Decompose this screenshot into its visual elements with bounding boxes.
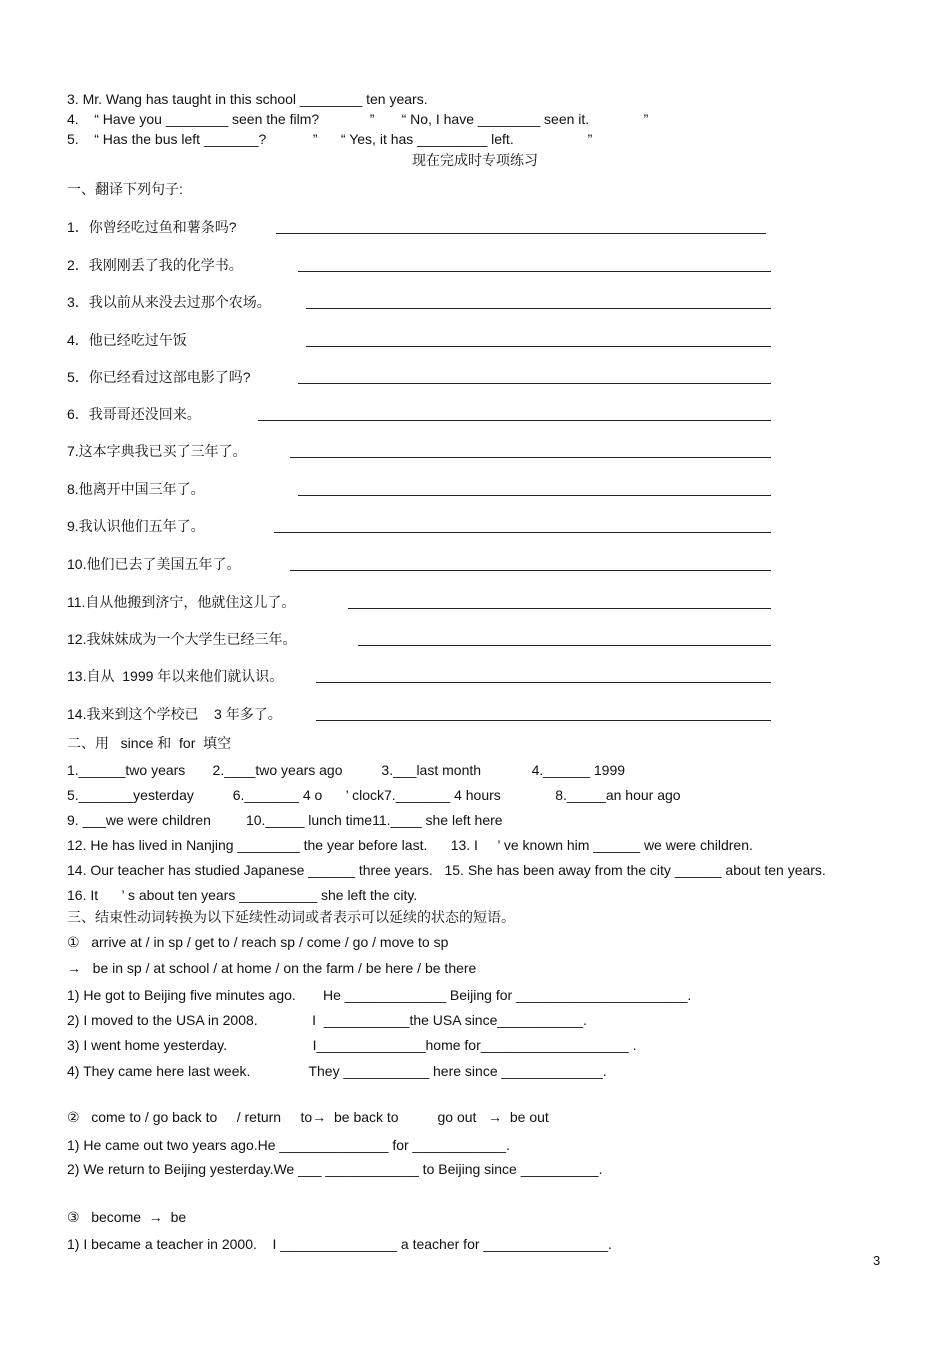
translation-item-5: 5．你已经看过这部电影了吗?	[67, 369, 251, 385]
exercise-line-5: 5. “ Has the bus left _______? ” “ Yes, it has _________ left. ”	[67, 131, 593, 147]
conversion-item-5: 1) He came out two years ago.He ______________ for ____________.	[67, 1137, 510, 1153]
since-for-line-3: 9. ___we were children 10._____ lunch time11.____ she left here	[67, 812, 503, 828]
translation-item-14: 14.我来到这个学校已 3 年多了。	[67, 706, 282, 722]
translation-item-4: 4．他已经吃过午饭	[67, 332, 187, 348]
conversion-item-6: 2) We return to Beijing yesterday.We ___ ____________ to Beijing since __________.	[67, 1161, 603, 1177]
since-for-line-4: 12. He has lived in Nanjing ________ the year before last. 13. I ’ ve known him ______ we were children.	[67, 837, 753, 853]
verb-group-1-from: ① arrive at / in sp / get to / reach sp / come / go / move to sp	[67, 934, 449, 950]
answer-line-6[interactable]	[258, 420, 771, 421]
exercise-line-4: 4. “ Have you ________ seen the film? ” “ No, I have ________ seen it. ”	[67, 111, 649, 127]
answer-line-13[interactable]	[316, 682, 771, 683]
answer-line-5[interactable]	[298, 383, 771, 384]
answer-line-12[interactable]	[358, 645, 771, 646]
translation-item-7: 7.这本字典我已买了三年了。	[67, 443, 247, 459]
translation-item-10: 10.他们已去了美国五年了。	[67, 556, 241, 572]
section2-heading: 二、用 since 和 for 填空	[67, 735, 232, 751]
answer-line-3[interactable]	[306, 308, 771, 309]
translation-item-3: 3．我以前从来没去过那个农场。	[67, 294, 271, 310]
answer-line-11[interactable]	[348, 608, 771, 609]
exercise-line-3: 3. Mr. Wang has taught in this school ________ ten years.	[67, 91, 428, 107]
since-for-line-5: 14. Our teacher has studied Japanese ______ three years. 15. She has been away from the city ______ about ten years.	[67, 862, 826, 878]
translation-item-11: 11.自从他搬到济宁，他就住这儿了。	[67, 594, 296, 610]
translation-item-12: 12.我妹妹成为一个大学生已经三年。	[67, 631, 297, 647]
page-title: 现在完成时专项练习	[412, 152, 538, 168]
conversion-item-7: 1) I became a teacher in 2000. I _______________ a teacher for ________________.	[67, 1236, 612, 1252]
translation-item-2: 2．我刚刚丢了我的化学书。	[67, 257, 243, 273]
page-number: 3	[873, 1253, 881, 1268]
answer-line-14[interactable]	[316, 720, 771, 721]
section3-heading: 三、结束性动词转换为以下延续性动词或者表示可以延续的状态的短语。	[67, 909, 515, 925]
since-for-line-2: 5._______yesterday 6._______ 4 o ’ clock7._______ 4 hours 8._____an hour ago	[67, 787, 681, 803]
verb-group-1-to: → be in sp / at school / at home / on the farm / be here / be there	[67, 960, 477, 976]
translation-item-6: 6．我哥哥还没回来。	[67, 406, 201, 422]
answer-line-4[interactable]	[306, 346, 771, 347]
translation-item-1: 1．你曾经吃过鱼和薯条吗?	[67, 219, 237, 235]
translation-item-8: 8.他离开中国三年了。	[67, 481, 205, 497]
answer-line-7[interactable]	[290, 457, 771, 458]
answer-line-1[interactable]	[276, 233, 766, 234]
answer-line-10[interactable]	[290, 570, 771, 571]
since-for-line-1: 1.______two years 2.____two years ago 3.___last month 4.______ 1999	[67, 762, 626, 778]
conversion-item-2: 2) I moved to the USA in 2008. I ___________the USA since___________.	[67, 1012, 587, 1028]
conversion-item-1: 1) He got to Beijing five minutes ago. He _____________ Beijing for ______________________.	[67, 987, 692, 1003]
since-for-line-6: 16. It ’ s about ten years __________ she left the city.	[67, 887, 418, 903]
translation-item-9: 9.我认识他们五年了。	[67, 518, 205, 534]
verb-group-3: ③ become → be	[67, 1209, 187, 1225]
translation-item-13: 13.自从 1999 年以来他们就认识。	[67, 668, 284, 684]
answer-line-2[interactable]	[298, 271, 771, 272]
section1-heading: 一、翻译下列句子:	[67, 181, 183, 197]
answer-line-9[interactable]	[274, 532, 771, 533]
conversion-item-3: 3) I went home yesterday. I______________home for___________________ .	[67, 1037, 637, 1053]
conversion-item-4: 4) They came here last week. They ___________ here since _____________.	[67, 1063, 607, 1079]
answer-line-8[interactable]	[298, 495, 771, 496]
verb-group-2: ② come to / go back to / return to→ be back to go out → be out	[67, 1109, 549, 1125]
